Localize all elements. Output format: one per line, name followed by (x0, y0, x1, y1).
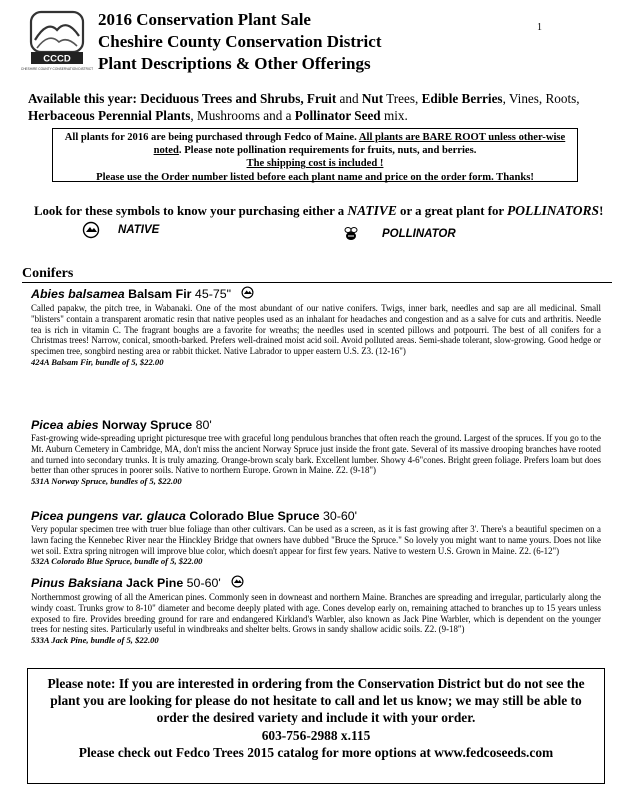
native-label: NATIVE (118, 224, 160, 236)
plant-order-info: 533A Jack Pine, bundle of 5, $22.00 (31, 635, 159, 646)
pollinator-label: POLLINATOR (382, 228, 456, 240)
plant-height: 30-60' (319, 509, 358, 523)
footer-catalog-link: Please check out Fedco Trees 2015 catalog for more options at www.fedcoseeds.com (78, 744, 554, 760)
title-line-1: 2016 Conservation Plant Sale (98, 10, 311, 29)
footer-note-box (27, 668, 605, 784)
native-icon (241, 286, 254, 303)
plant-common-name: Colorado Blue Spruce (185, 509, 320, 523)
plant-entry (31, 418, 601, 487)
plant-order-info: 424A Balsam Fir, bundle of 5, $22.00 (31, 356, 164, 367)
availability-text: Available this year: Deciduous Trees and Shrubs, Fruit and Nut Trees, Edible Berries, Vines, Roots, Herbaceous Perennial Plants, Mushrooms and a Pollinator Seed mix. (28, 91, 580, 123)
section-title-conifers: Conifers (22, 266, 74, 281)
plant-latin-name: Picea abies (31, 418, 99, 432)
native-icon (82, 221, 100, 239)
symbols-explanation: Look for these symbols to know your purchasing either a NATIVE or a great plant for POLLINATORS! (34, 203, 604, 218)
section-divider (22, 282, 612, 283)
plant-order-info: 531A Norway Spruce, bundles of 5, $22.00 (31, 476, 182, 487)
plant-common-name: Balsam Fir (124, 286, 192, 301)
logo-letters: CCCD (43, 53, 71, 65)
plant-latin-name: Abies balsamea (31, 286, 125, 301)
bee-icon (342, 226, 360, 242)
footer-note-text: Please note: If you are interested in ordering from the Conservation District but do not see the plant you are looking for please do not hesitate to call and let us know; we may still be able to order the desired variety and include it with your order. (47, 676, 585, 726)
title-line-2: Cheshire County Conservation District (98, 32, 382, 51)
plant-height: 45-75" (191, 286, 232, 301)
plant-latin-name: Pinus Baksiana (31, 575, 123, 590)
plant-common-name: Norway Spruce (98, 418, 193, 432)
page-number: 1 (537, 22, 542, 33)
plant-entry (31, 286, 601, 368)
plant-description: Northernmost growing of all the American pines. Commonly seen in downeast and northern Maine. Branches are spreading and irregular, particularly along the windy coast. Trunks grow to 8-10" diameter and become deeply plated with age. Cones develop early on, remaining attached to branches up to 15 years unless exposed to fire. Provides breeding ground for rare and endangered Kirkland's Warbler, also known as Jack Pine Warbler, which is dependent on the younger trees for nesting sites. Particularly useful in windbreaks and shelter belts. Grows in sandy shallow acidic soils. Z2. (9-18") (31, 592, 601, 635)
plant-height: 50-60' (183, 575, 221, 590)
footer-phone: 603-756-2988 x.115 (261, 727, 371, 743)
plant-description: Fast-growing wide-spreading upright picturesque tree with graceful long pendulous branches that often reach the ground. Largest of the spruces. If you go to the Mt. Auburn Cemetery in Cambridge, MA, don't miss the ancient Norway Spruce just inside the front gate. Several of its massive drooping branches have rooted and turned into secondary trunks. It is truly amazing. Orange-brown scaly bark. Excellent lumber. Showy 4-6"cones. Bright green foliage. Prefers loam but does better than other spruces in poorer soils. Native to northern Europe. Grown in Maine. Z2. (9-18") (31, 433, 601, 476)
native-icon (231, 575, 244, 592)
logo-caption: CHESHIRE COUNTY CONSERVATION DISTRICT (20, 67, 94, 71)
plant-entry (31, 509, 601, 567)
notice-box: All plants for 2016 are being purchased through Fedco of Maine. All plants are BARE ROOT unless other-wise noted. Please note pollination requirements for fruits, nuts, and berries. The shipping cost is included ! Please use the Order number listed before each plant name and price on the order form. Thanks! (52, 128, 578, 182)
title-line-3: Plant Descriptions & Other Offerings (98, 54, 371, 73)
native-legend (82, 221, 159, 239)
plant-description: Very popular specimen tree with truer blue foliage than other cultivars. Can be used as a screen, as it is fast growing after 3'. There's a beautiful specimen on a lawn facing the Kennebec River near the Hinckley Bridge that owners have dubbed "Bruce the Spruce." So lovely you might want to name yours. Does not like wet soil. Extra spring nitrogen will improve blue color, which doesn't appear for first few years. Native to western U.S. Grown in Maine. Z2. (6-12") (31, 524, 601, 556)
plant-order-info: 532A Colorado Blue Spruce, bundle of 5, $22.00 (31, 556, 203, 567)
plant-height: 80' (192, 418, 212, 432)
plant-common-name: Jack Pine (122, 575, 184, 590)
cccd-logo (20, 10, 94, 78)
pollinator-legend (342, 226, 456, 242)
plant-latin-name: Picea pungens var. glauca (31, 509, 186, 523)
plant-description: Called papakw, the pitch tree, in Wabanaki. One of the most abundant of our native conifers. Twigs, inner bark, needles and sap are all medicinal. Small "blisters" contain a transparent aromatic resin that native peoples used as an inhalant for headaches and congestion and as a salve for cuts and arthritis. Needle tea is rich in vitamin C. The fragrant boughs are a favorite for wreaths; the needles used in scented pillows and potpourri. The best of all conifers for a Christmas trees! Narrow, conical, smooth-barked. Prefers well-drained moist acid soil. Avoid polluted areas. Semi-shade tolerant, slow-growing. Good hedge or specimen tree, songbird nesting area or rabbit thicket. Native Labrador to upper eastern U.S. Z3. (12-16") (31, 303, 601, 357)
plant-entry (31, 575, 601, 646)
